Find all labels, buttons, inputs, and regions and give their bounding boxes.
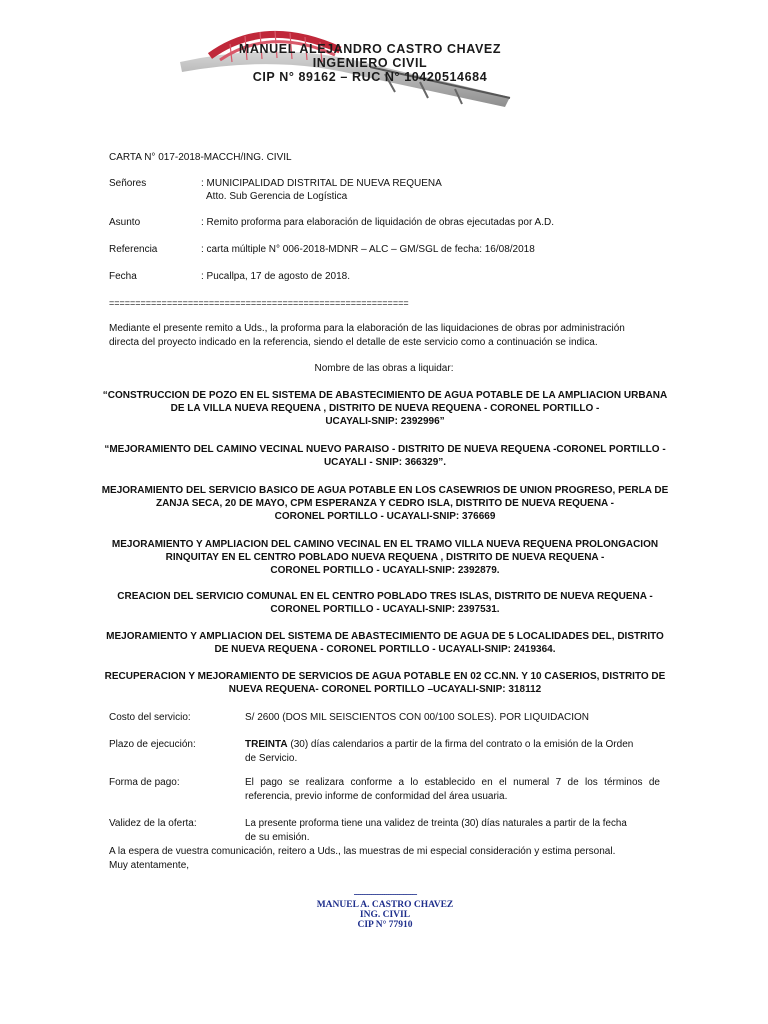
obras-title: Nombre de las obras a liquidar:: [314, 363, 454, 374]
obra-line: DE NUEVA REQUENA - CORONEL PORTILLO - UCAYALI-SNIP: 2419364.: [214, 644, 556, 655]
obra-item: [100, 590, 670, 616]
obra-line: MEJORAMIENTO Y AMPLIACION DEL SISTEMA DE ABASTECIMIENTO DE AGUA DE 5 LOCALIDADES DEL, DISTRITO: [106, 631, 664, 642]
pago-line-2: referencia, previo informe de conformidad del área usuaria.: [245, 791, 508, 802]
letter-number: CARTA N° 017-2018-MACCH/ING. CIVIL: [109, 152, 292, 163]
obra-line: UCAYALI - SNIP: 366329”.: [323, 457, 447, 468]
pago-line-1: El pago se realizara conforme a lo establecido en el numeral 7 de los términos de: [245, 777, 660, 788]
obra-line: “CONSTRUCCION DE POZO EN EL SISTEMA DE ABASTECIMIENTO DE AGUA POTABLE DE LA AMPLIACION URBANA: [102, 390, 668, 401]
senores-value: : MUNICIPALIDAD DISTRITAL DE NUEVA REQUENA: [201, 178, 442, 189]
obra-line: ZANJA SECA, 20 DE MAYO, CPM ESPERANZA Y CEDRO ISLA, DISTRITO DE NUEVA REQUENA -: [155, 498, 615, 509]
validez-line-1: La presente proforma tiene una validez de treinta (30) días naturales a partir de la fecha: [245, 818, 627, 829]
obra-item: [100, 538, 670, 577]
obra-line: NUEVA REQUENA- CORONEL PORTILLO –UCAYALI-SNIP: 318112: [228, 684, 542, 695]
obra-line: MEJORAMIENTO Y AMPLIACION DEL CAMINO VECINAL EN EL TRAMO VILLA NUEVA REQUENA PROLONGACION: [111, 539, 659, 550]
signature-title: ING. CIVIL: [359, 910, 411, 920]
obra-line: DE LA VILLA NUEVA REQUENA , DISTRITO DE NUEVA REQUENA - CORONEL PORTILLO -: [170, 403, 600, 414]
header-registration: CIP N° 89162 – RUC N° 10420514684: [252, 70, 488, 84]
signature-name: MANUEL A. CASTRO CHAVEZ: [316, 900, 454, 910]
fecha-label: Fecha: [109, 271, 137, 282]
obra-line: UCAYALI-SNIP: 2392996”: [325, 416, 445, 427]
pago-value: [245, 776, 660, 804]
asunto-value: : Remito proforma para elaboración de liquidación de obras ejecutadas por A.D.: [201, 217, 554, 228]
signature-cip: CIP N° 77910: [357, 920, 413, 930]
obra-line: “MEJORAMIENTO DEL CAMINO VECINAL NUEVO PARAISO - DISTRITO DE NUEVA REQUENA -CORONEL PORTILLO -: [104, 444, 666, 455]
header-profession: INGENIERO CIVIL: [312, 56, 428, 70]
obra-item: [100, 443, 670, 469]
plazo-value: [245, 738, 660, 766]
fecha-value: : Pucallpa, 17 de agosto de 2018.: [201, 271, 351, 282]
obra-line: CORONEL PORTILLO - UCAYALI-SNIP: 376669: [274, 511, 496, 522]
intro-line-2: directa del proyecto indicado en la referencia, siendo el detalle de este servicio como a continuación se indica.: [109, 337, 598, 348]
validez-line-2: de su emisión.: [245, 832, 310, 843]
costo-label: Costo del servicio:: [109, 712, 191, 723]
obra-line: CORONEL PORTILLO - UCAYALI-SNIP: 2397531.: [270, 604, 500, 615]
obra-line: RECUPERACION Y MEJORAMIENTO DE SERVICIOS DE AGUA POTABLE EN 02 CC.NN. Y 10 CASERIOS, DISTRITO DE: [104, 671, 666, 682]
closing-line: A la espera de vuestra comunicación, reitero a Uds., las muestras de mi especial consideración y estima personal.: [109, 846, 616, 857]
obra-item: [100, 389, 670, 428]
closing: Muy atentamente,: [109, 860, 190, 871]
plazo-line-2: de Servicio.: [245, 753, 298, 764]
obra-line: RINQUITAY EN EL CENTRO POBLADO NUEVA REQUENA , DISTRITO DE NUEVA REQUENA -: [165, 552, 605, 563]
plazo-rest: (30) días calendarios a partir de la firma del contrato o la emisión de la Orden: [287, 739, 634, 750]
obra-line: CORONEL PORTILLO - UCAYALI-SNIP: 2392879.: [270, 565, 500, 576]
separator-line: =========================================================: [109, 298, 409, 308]
costo-value: S/ 2600 (DOS MIL SEISCIENTOS CON 00/100 SOLES). POR LIQUIDACION: [245, 712, 589, 723]
asunto-label: Asunto: [109, 217, 141, 228]
obra-line: MEJORAMIENTO DEL SERVICIO BASICO DE AGUA POTABLE EN LOS CASEWRIOS DE UNION PROGRESO, PERLA DE: [101, 485, 669, 496]
obra-item: [100, 630, 670, 656]
atto-line: Atto. Sub Gerencia de Logística: [206, 191, 348, 202]
plazo-label: Plazo de ejecución:: [109, 739, 196, 750]
obra-item: [100, 484, 670, 523]
signature-line: -----------------------------: [353, 890, 417, 900]
senores-label: Señores: [109, 178, 147, 189]
referencia-value: : carta múltiple N° 006-2018-MDNR – ALC – GM/SGL de fecha: 16/08/2018: [201, 244, 535, 255]
pago-label: Forma de pago:: [109, 777, 180, 788]
referencia-label: Referencia: [109, 244, 158, 255]
obra-line: CREACION DEL SERVICIO COMUNAL EN EL CENTRO POBLADO TRES ISLAS, DISTRITO DE NUEVA REQUENA -: [117, 591, 653, 602]
header-name: MANUEL ALEJANDRO CASTRO CHAVEZ: [238, 42, 502, 56]
validez-label: Validez de la oferta:: [109, 818, 197, 829]
intro-line-1: Mediante el presente remito a Uds., la proforma para la elaboración de las liquidaciones de obras por administración: [109, 323, 625, 334]
validez-value: [245, 817, 660, 845]
plazo-bold: TREINTA: [245, 739, 288, 750]
obra-item: [100, 670, 670, 696]
